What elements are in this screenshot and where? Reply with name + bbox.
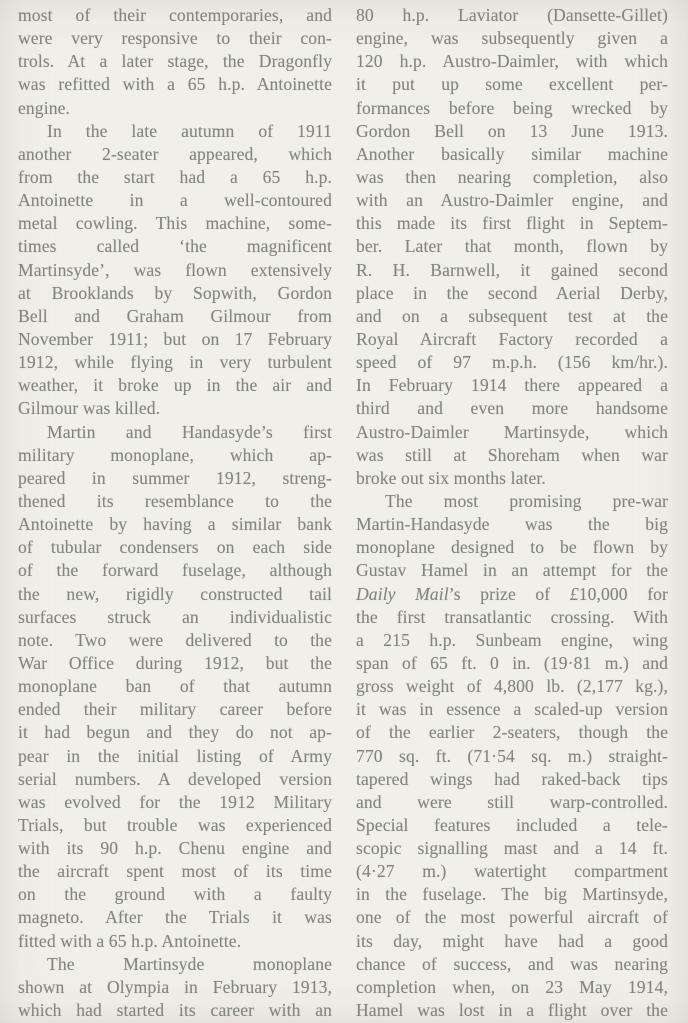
text-line: broke out six months later.	[356, 467, 546, 488]
text-line: one of the most powerful aircraft of	[356, 907, 668, 928]
text-line: note. Two were delivered to the	[18, 629, 332, 650]
text-line: metal cowling. This machine, some-	[18, 213, 332, 234]
text-line: 120 h.p. Austro-Daimler, with which	[356, 51, 668, 72]
text-line: 1912, while flying in very turbulent	[18, 352, 332, 373]
text-line: completion when, on 23 May 1914,	[356, 976, 668, 997]
text-line: engine.	[18, 97, 70, 118]
text-line: from the start had a 65 h.p.	[18, 166, 332, 187]
text-line: The Martinsyde monoplane	[47, 953, 332, 974]
text-line: with its 90 h.p. Chenu engine and	[18, 838, 332, 859]
text-line: the first transatlantic crossing. With	[356, 606, 668, 627]
text-line: shown at Olympia in February 1913,	[18, 976, 332, 997]
text-line: ended their military career before	[18, 699, 332, 720]
text-line: of tubular condensers on each side	[18, 537, 332, 558]
text-line: tapered wings had raked-back tips	[356, 768, 668, 789]
left-text-column	[18, 4, 332, 1022]
text-line: Martinsyde’, was flown extensively	[18, 259, 332, 280]
text-line: R. H. Barnwell, it gained second	[356, 259, 668, 280]
text-line: scopic signalling mast and a 14 ft.	[356, 838, 668, 859]
text-line: span of 65 ft. 0 in. (19·81 m.) and	[356, 652, 668, 673]
text-line: was refitted with a 65 h.p. Antoinette	[18, 74, 332, 95]
text-line: of the earlier 2-seaters, though the	[356, 722, 668, 743]
text-line: in the fuselage. The big Martinsyde,	[356, 884, 668, 905]
text-line: magneto. After the Trials it was	[18, 907, 332, 928]
text-line: on the ground with a faulty	[18, 884, 332, 905]
text-line: speed of 97 m.p.h. (156 km/hr.).	[356, 352, 668, 373]
text-line: was evolved for the 1912 Military	[18, 791, 332, 812]
text-line: Royal Aircraft Factory recorded a	[356, 328, 668, 349]
text-line: this made its first flight in Septem-	[356, 213, 668, 234]
text-line: The most promising pre-war	[385, 490, 668, 511]
text-line: Hamel was lost in a flight over the	[356, 1000, 668, 1021]
text-line: pear in the initial listing of Army	[18, 745, 332, 766]
text-line: gross weight of 4,800 lb. (2,177 kg.),	[356, 676, 668, 697]
text-line: Martin and Handasyde’s first	[47, 421, 332, 442]
text-line: thened its resemblance to the	[18, 490, 332, 511]
text-line: engine, was subsequently given a	[356, 28, 668, 49]
text-line: military monoplane, which ap-	[18, 444, 332, 465]
text-line: 80 h.p. Laviator (Dansette-Gillet)	[356, 5, 668, 25]
text-line: of the forward fuselage, although	[18, 560, 332, 581]
text-line: Daily Mail’s prize of £10,000 for	[356, 583, 669, 604]
text-line: it had begun and they do not ap-	[18, 722, 332, 743]
text-line: Antoinette by having a similar bank	[18, 514, 332, 535]
text-line: November 1911; but on 17 February	[18, 328, 332, 349]
text-line: Gilmour was killed.	[18, 398, 161, 419]
right-text-column	[356, 4, 668, 1022]
text-line: third and even more handsome	[356, 398, 668, 419]
text-line: formances before being wrecked by	[356, 97, 668, 118]
text-line: it put up some excellent per-	[356, 74, 668, 95]
text-line: its day, might have had a good	[356, 930, 668, 951]
text-line: monoplane designed to be flown by	[356, 537, 668, 558]
text-line: were very responsive to their con-	[18, 28, 332, 49]
text-line: (4·27 m.) watertight compartment	[356, 861, 668, 882]
text-line: surfaces struck an individualistic	[18, 606, 332, 627]
text-line: place in the second Aerial Derby,	[356, 282, 668, 303]
text-line: most of their contemporaries, and	[18, 5, 332, 25]
text-line: was then nearing completion, also	[356, 166, 668, 187]
text-line: chance of success, and was nearing	[356, 953, 668, 974]
text-line: peared in summer 1912, streng-	[18, 467, 332, 488]
text-line: at Brooklands by Sopwith, Gordon	[18, 282, 332, 303]
text-line: with an Austro-Daimler engine, and	[356, 190, 668, 211]
text-line: trols. At a later stage, the Dragonfly	[18, 51, 332, 72]
text-line: ber. Later that month, flown by	[356, 236, 668, 257]
text-line: fitted with a 65 h.p. Antoinette.	[18, 930, 242, 951]
text-line: another 2-seater appeared, which	[18, 143, 332, 164]
text-line: it was in essence a scaled-up version	[356, 699, 668, 720]
text-line: serial numbers. A developed version	[18, 768, 332, 789]
text-line: Gordon Bell on 13 June 1913.	[356, 120, 668, 141]
text-line: a 215 h.p. Sunbeam engine, wing	[356, 629, 668, 650]
text-line: In the late autumn of 1911	[47, 120, 332, 141]
text-line: the new, rigidly constructed tail	[18, 583, 332, 604]
text-line: weather, it broke up in the air and	[18, 375, 332, 396]
text-line: and on a subsequent test at the	[356, 305, 668, 326]
text-line: Austro-Daimler Martinsyde, which	[356, 421, 668, 442]
text-line: Special features included a tele-	[356, 814, 668, 835]
text-line: times called ‘the magnificent	[18, 236, 332, 257]
text-line: Bell and Graham Gilmour from	[18, 305, 332, 326]
text-line: which had started its career with an	[18, 1000, 332, 1021]
text-line: the aircraft spent most of its time	[18, 861, 332, 882]
text-line: In February 1914 there appeared a	[356, 375, 668, 396]
text-line: Martin-Handasyde was the big	[356, 514, 668, 535]
text-line: Antoinette in a well-contoured	[18, 190, 332, 211]
text-line: was still at Shoreham when war	[356, 444, 668, 465]
text-line: 770 sq. ft. (71·54 sq. m.) straight-	[356, 745, 668, 766]
text-line: Gustav Hamel in an attempt for the	[356, 560, 668, 581]
text-line: and were still warp-controlled.	[356, 791, 668, 812]
text-line: Trials, but trouble was experienced	[18, 814, 332, 835]
text-line: War Office during 1912, but the	[18, 652, 332, 673]
text-line: Another basically similar machine	[356, 143, 668, 164]
text-line: monoplane ban of that autumn	[18, 676, 332, 697]
